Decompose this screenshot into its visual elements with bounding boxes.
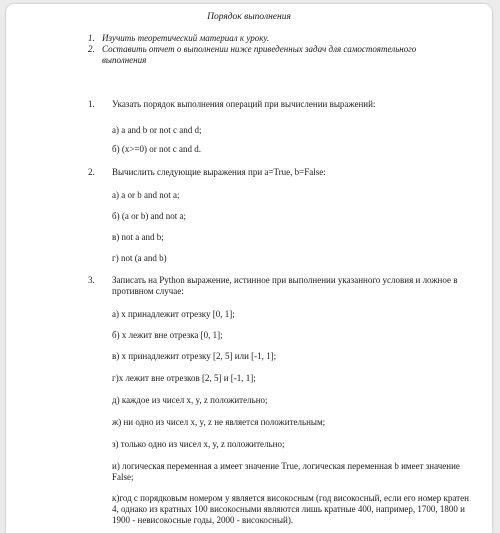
task-2-item-b: б) (a or b) and not a; [112,211,187,221]
task-text: Указать порядок выполнения операций при вычислении выражений: [112,99,376,109]
task-number: 1. [88,99,95,109]
task-3-item-h: и) логическая переменная a имеет значение True, логическая переменная b имеет значение False; [112,461,460,482]
task-2-item-d: г) not (a and b) [112,253,167,263]
task-2-item-c: в) not a and b; [112,232,164,242]
task-2-item-a: а) a or b and not a; [112,190,180,200]
task-3-item-f: ж) ни одно из чисел x, y, z не является положительным; [112,417,326,427]
task-1-item-b: б) (x>=0) or not c and d. [112,144,201,154]
task-text: Записать на Python выражение, истинное при выполнении указанного условия и ложное в противном случае: [112,275,458,296]
page-title: Порядок выполнения [207,12,291,22]
intro-number: 1. [88,33,95,43]
intro-number: 2. [88,44,95,54]
task-3-item-d: г)x лежит вне отрезков [2, 5] и [-1, 1]; [112,373,256,383]
task-2-heading [88,167,468,178]
task-number: 3. [88,275,95,285]
task-1-item-a: а) a and b or not c and d; [112,125,202,135]
task-text: Вычислить следующие выражения при a=True, b=False: [112,167,326,177]
intro-text: Составить отчет о выполнении ниже приведенных задач для самостоятельного выполнения [102,44,417,65]
task-3-item-g: з) только одно из чисел x, y, z положительно; [112,439,285,449]
task-3-heading [88,275,468,297]
task-3-item-a: а) x принадлежит отрезку [0, 1]; [112,309,235,319]
task-3-item-e: д) каждое из чисел x, y, z положительно; [112,395,268,405]
intro-text: Изучить теоретический материал к уроку. [102,33,270,43]
task-number: 2. [88,167,95,177]
intro-item [88,44,458,66]
task-3-item-c: в) x принадлежит отрезку [2, 5] или [-1, 1]; [112,351,277,361]
task-1-heading [88,99,468,110]
task-3-item-b: б) x лежит вне отрезка [0, 1]; [112,330,223,340]
intro-list [88,33,458,66]
intro-item [88,33,458,44]
task-3-item-i: к)год с порядковым номером y является високосным (год високосный, если его номер кратен 4, однако из кратных 100 високосными являются лишь кратные 400, например, 1700, 1800 и 1900 - невисокосные годы, 2000 - високосный). [112,493,469,525]
document-page [6,4,492,533]
